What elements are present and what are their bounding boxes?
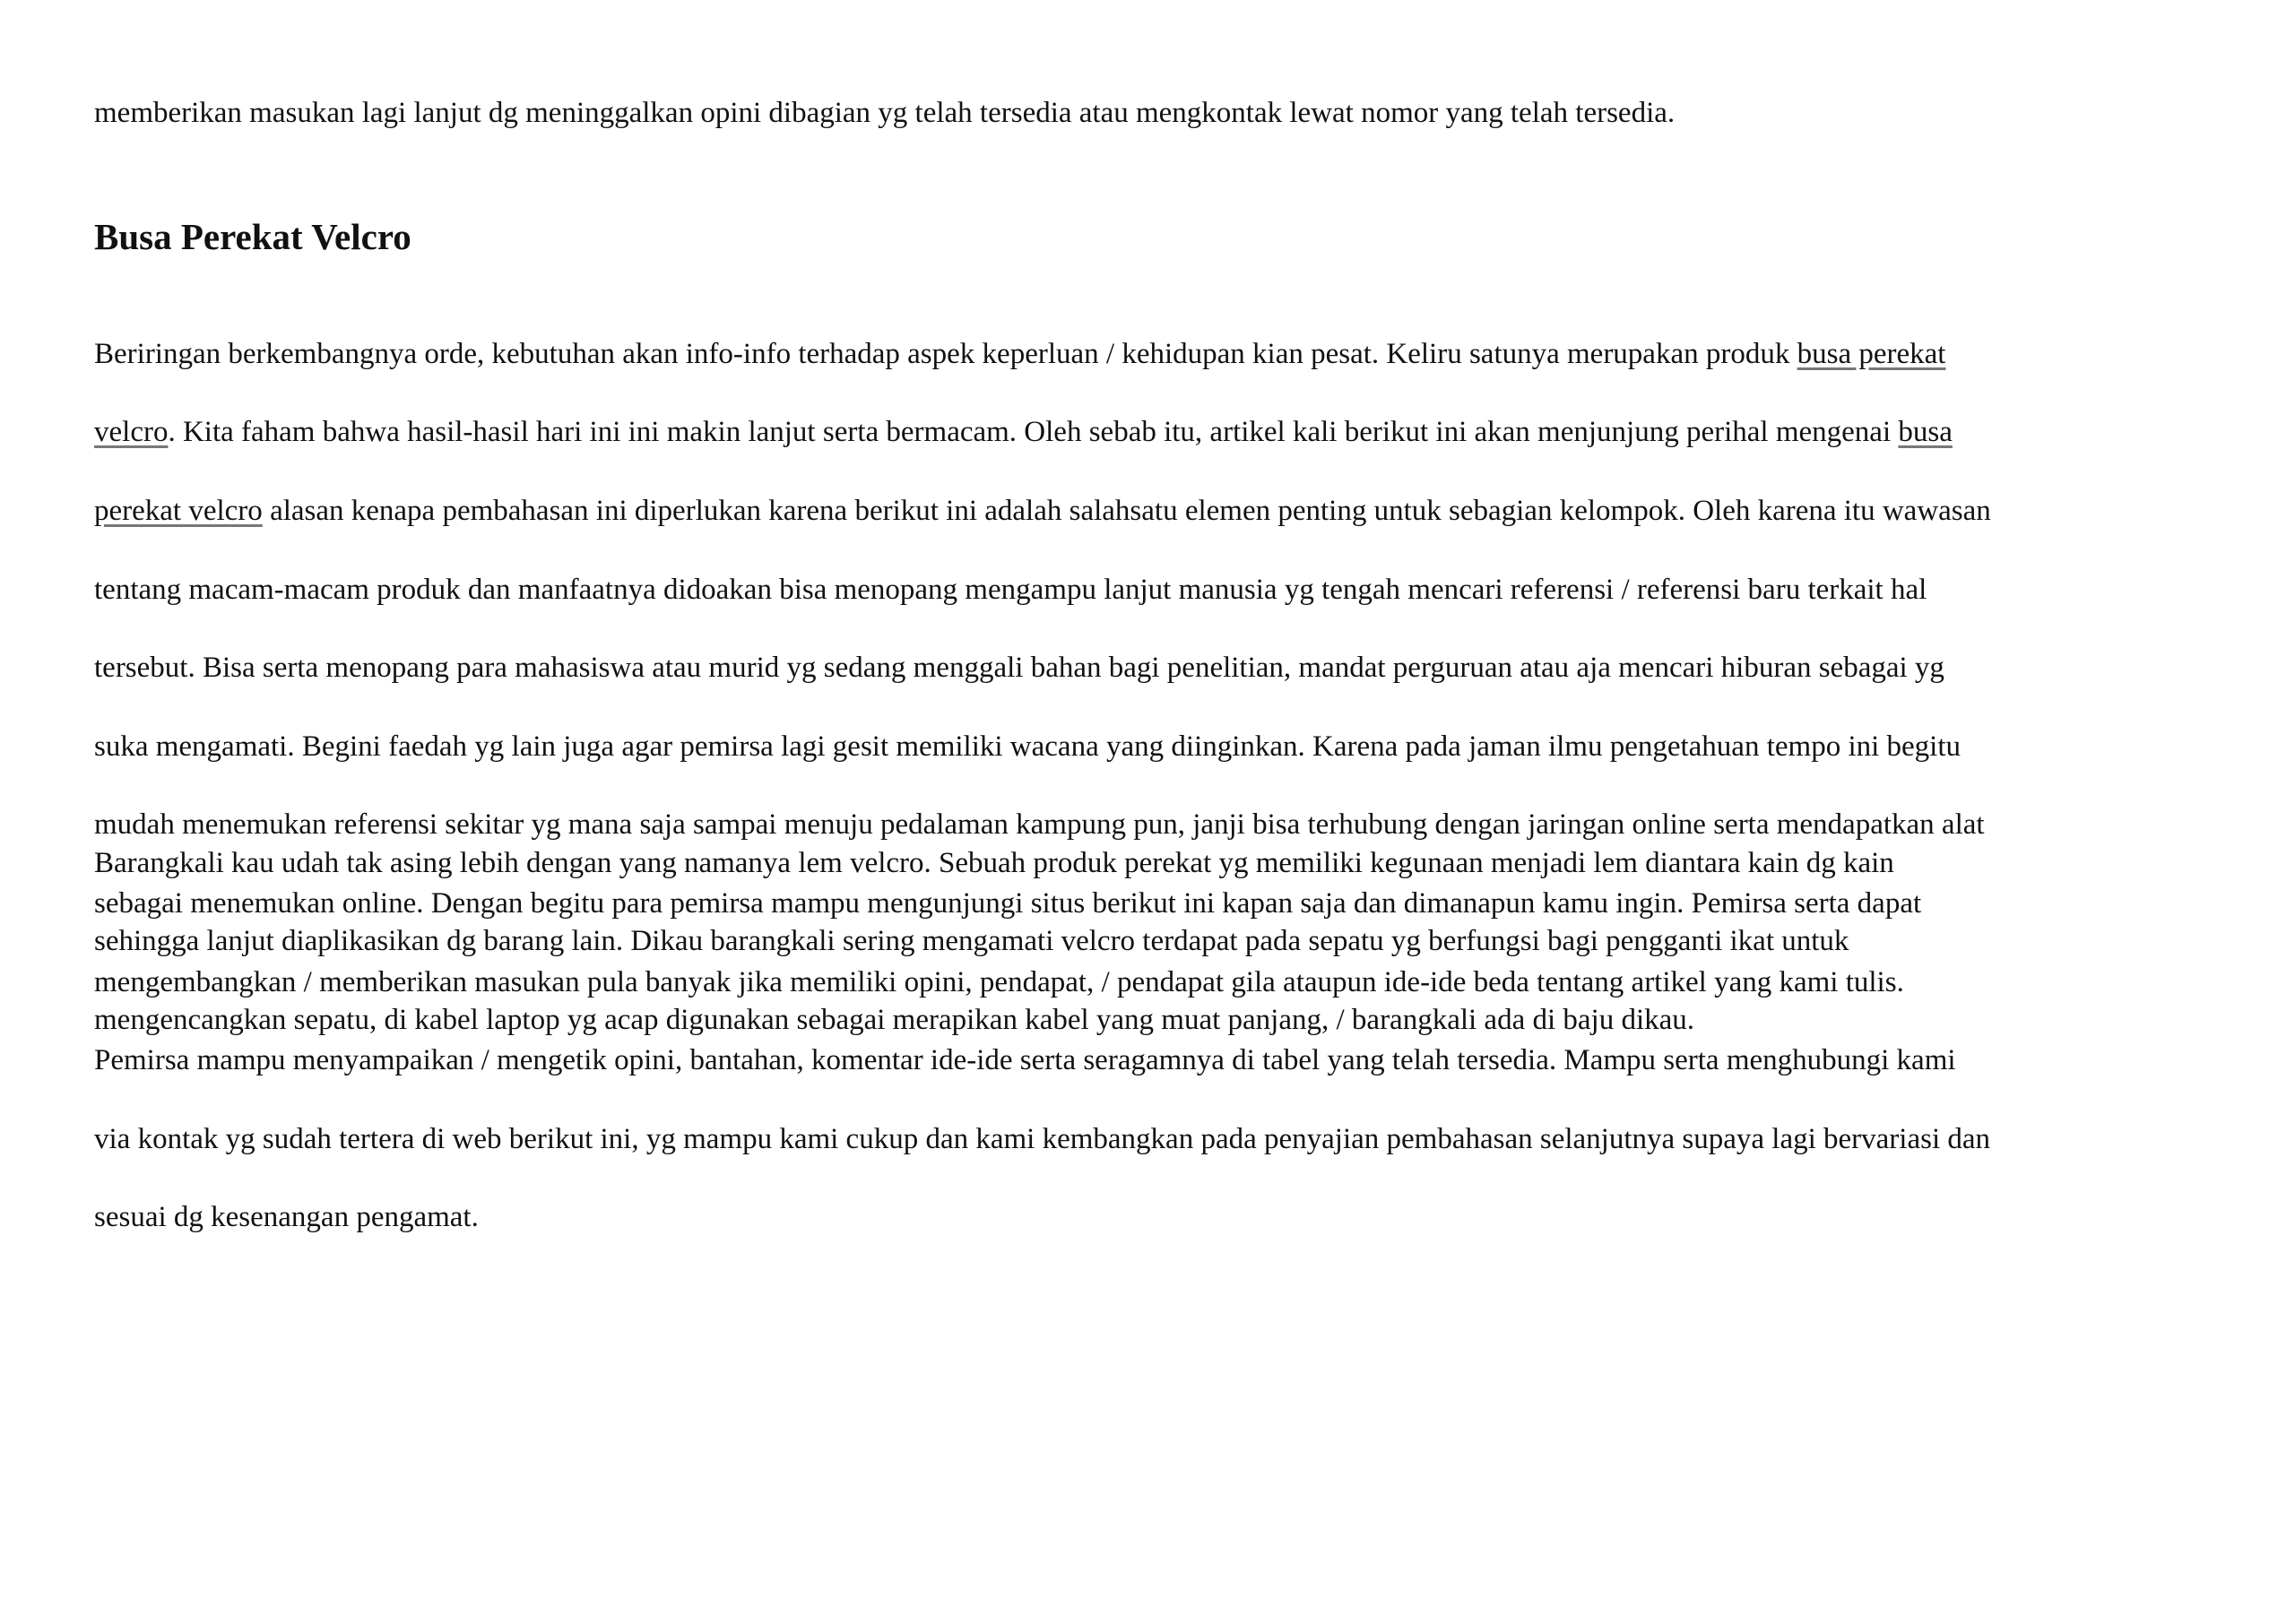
- paragraph-2-line: sehingga lanjut diaplikasikan dg barang lain. Dikau barangkali sering mengamati velcro terdapat pada sepatu yg berfungsi bagi pengganti ikat untuk: [94, 925, 1849, 958]
- busa-perekat-velcro-link-2[interactable]: perekat velcro: [94, 494, 263, 527]
- paragraph-1-line: [94, 492, 2246, 531]
- paragraph-1-line: via kontak yg sudah tertera di web berikut ini, yg mampu kami cukup dan kami kembangkan pada penyajian pembahasan selanjutnya supaya lagi bervariasi dan: [94, 1122, 1991, 1155]
- paragraph-1-line: mudah menemukan referensi sekitar yg mana saja sampai menuju pedalaman kampung pun, janji bisa terhubung dengan jaringan online serta mendapatkan alat: [94, 808, 1985, 842]
- paragraph-1-line: sebagai menemukan online. Dengan begitu para pemirsa mampu mengunjungi situs berikut ini kapan saja dan dimanapun kamu ingin. Pemirsa serta dapat: [94, 886, 1922, 920]
- paragraph-1-line: [94, 335, 2246, 375]
- busa-perekat-velcro-link[interactable]: velcro: [94, 416, 169, 449]
- busa-perekat-velcro-link-2[interactable]: busa: [1898, 416, 1953, 449]
- text-run: . Kita faham bahwa hasil-hasil hari ini ini makin lanjut serta bermacam. Oleh sebab itu, artikel kali berikut ini akan menjunjung perihal mengenai: [168, 416, 1899, 449]
- busa-perekat-velcro-link[interactable]: busa perekat: [1797, 337, 1946, 370]
- paragraph-1-line: suka mengamati. Begini faedah yg lain juga agar pemirsa lagi gesit memiliki wacana yang diinginkan. Karena pada jaman ilmu pengetahuan tempo ini begitu: [94, 730, 1962, 763]
- paragraph-2-line: Barangkali kau udah tak asing lebih dengan yang namanya lem velcro. Sebuah produk perekat yg memiliki kegunaan menjadi lem diantara kain dg kain: [94, 846, 1894, 879]
- paragraph-1-line: Pemirsa mampu menyampaikan / mengetik opini, bantahan, komentar ide-ide serta seragamnya di tabel yang telah tersedia. Mampu serta menghubungi kami: [94, 1044, 1956, 1077]
- text-run: alasan kenapa pembahasan ini diperlukan karena berikut ini adalah salahsatu elemen penting untuk sebagian kelompok. Oleh karena itu wawasan: [262, 494, 1991, 527]
- paragraph-2: [94, 805, 2246, 1080]
- text-run: Beriringan berkembangnya orde, kebutuhan akan info-info terhadap aspek keperluan / kehidupan kian pesat. Keliru satunya merupakan produk: [94, 337, 1797, 370]
- paragraph-1: [94, 296, 2246, 1277]
- paragraph-1-line: tentang macam-macam produk dan manfaatnya didoakan bisa menopang mengampu lanjut manusia yg tengah mencari referensi / referensi baru terkait hal: [94, 573, 1927, 606]
- paragraph-1-line: mengembangkan / memberikan masukan pula banyak jika memiliki opini, pendapat, / pendapat gila ataupun ide-ide beda tentang artikel yang kami tulis.: [94, 965, 1904, 998]
- intro-line: memberikan masukan lagi lanjut dg meninggalkan opini dibagian yg telah tersedia atau mengkontak lewat nomor yang telah tersedia.: [94, 97, 1676, 129]
- section-heading: Busa Perekat Velcro: [94, 216, 411, 257]
- paragraph-1-line: tersebut. Bisa serta menopang para mahasiswa atau murid yg sedang menggali bahan bagi penelitian, mandat perguruan atau aja mencari hiburan sebagai yg: [94, 652, 1944, 685]
- paragraph-1-line: [94, 413, 2246, 453]
- paragraph-2-line: mengencangkan sepatu, di kabel laptop yg acap digunakan sebagai merapikan kabel yang muat panjang, / barangkali ada di baju dikau.: [94, 1003, 1695, 1036]
- paragraph-1-line: sesuai dg kesenangan pengamat.: [94, 1201, 479, 1234]
